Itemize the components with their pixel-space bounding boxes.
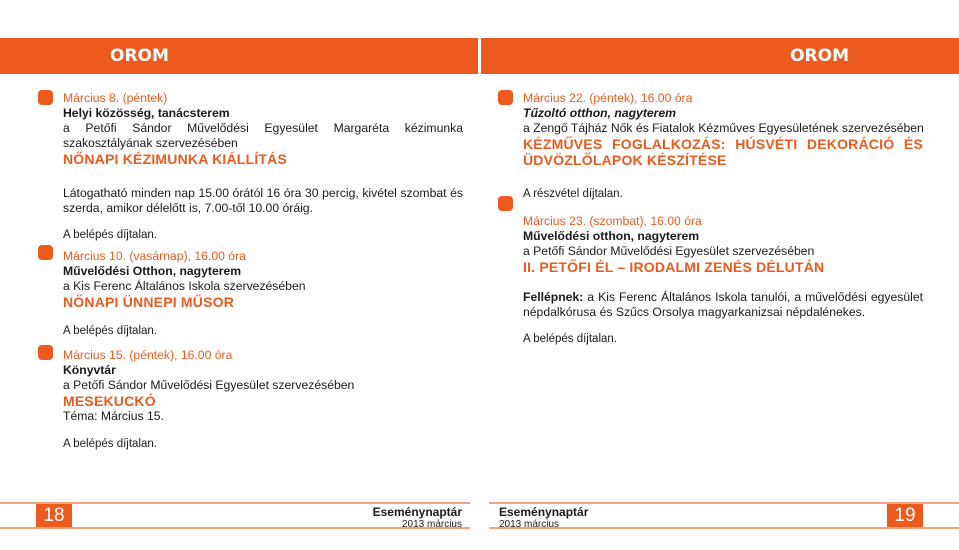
event-admission: A belépés díjtalan. [63, 438, 157, 450]
performers-label: Fellépnek: [523, 290, 584, 304]
event-admission: A belépés díjtalan. [523, 333, 617, 345]
event-date: Március 23. (szombat), 16.00 óra [523, 214, 702, 228]
event-venue: Tűzoltó otthon, nagyterem [523, 106, 677, 120]
event-admission: A belépés díjtalan. [63, 229, 157, 241]
event-marker-icon [498, 196, 513, 211]
event-date: Március 10. (vasárnap), 16.00 óra [63, 249, 246, 263]
event-organizer: a Kis Ferenc Általános Iskola szervezésében [63, 279, 306, 293]
footer-issue: 2013 március [401, 519, 462, 530]
header-bar-right [481, 38, 959, 74]
page-number-left: 18 [36, 504, 72, 527]
event-block-march-15 [63, 348, 463, 452]
performers-text: a Kis Ferenc Általános Iskola tanulói, a művelődési egyesület [583, 290, 923, 304]
event-venue: Könyvtár [63, 363, 116, 377]
event-info: Látogatható minden nap 15.00 órától 16 óra 30 percig, kivétel szombat és [63, 186, 463, 200]
event-marker-icon [38, 345, 53, 360]
footer-info-left [373, 506, 462, 530]
event-date: Március 22. (péntek), 16.00 óra [523, 91, 693, 105]
event-block-march-10 [63, 249, 463, 339]
footer-info-right [499, 506, 588, 530]
event-performers-cont: népdalkórusa és Szűcs Orsolya magyarkanizsai népdalénekes. [523, 305, 866, 319]
event-marker-icon [498, 90, 513, 105]
event-marker-icon [38, 245, 53, 260]
event-organizer: a Petőfi Sándor Művelődési Egyesület szervezésében [63, 378, 355, 392]
event-date: Március 15. (péntek), 16.00 óra [63, 348, 233, 362]
event-admission: A belépés díjtalan. [63, 325, 157, 337]
event-organizer: a Zengő Tájház Nők és Fiatalok Kézműves Egyesületének szervezésében [523, 121, 924, 135]
page-number-right: 19 [887, 504, 923, 527]
footer-issue: 2013 március [499, 519, 560, 530]
header-bar-left [0, 38, 478, 74]
event-title: KÉZMŰVES FOGLALKOZÁS: HÚSVÉTI DEKORÁCIÓ ÉS [523, 136, 923, 152]
header-label-left: OROM [110, 46, 169, 66]
event-title: NŐNAPI ÜNNEPI MŰSOR [63, 294, 235, 310]
event-venue: Művelődési Otthon, nagyterem [63, 264, 242, 278]
event-venue: Helyi közösség, tanácsterem [63, 106, 230, 120]
event-organizer-cont: szakosztályának szervezésében [63, 136, 238, 150]
footer-bar-right [489, 502, 959, 529]
event-info-cont: szerda, amikor délelőtt is, 7.00-től 10.00 óráig. [63, 201, 313, 215]
event-title: MESEKUCKÓ [63, 393, 156, 409]
event-performers [523, 290, 923, 305]
footer-bar-left [0, 502, 470, 529]
event-title: NŐNAPI KÉZIMUNKA KIÁLLÍTÁS [63, 151, 288, 167]
event-block-march-8 [63, 91, 463, 243]
event-organizer: a Petőfi Sándor Művelődési Egyesület szervezésében [523, 244, 815, 258]
event-block-march-22 [523, 91, 923, 202]
event-theme: Téma: Március 15. [63, 409, 164, 423]
event-title: II. PETŐFI ÉL – IRODALMI ZENÉS DÉLUTÁN [523, 259, 825, 275]
event-admission: A részvétel díjtalan. [523, 188, 623, 200]
header-label-right: OROM [790, 46, 849, 66]
event-title-cont: ÜDVÖZLŐLAPOK KÉSZÍTÉSE [523, 152, 727, 168]
footer-publication-title: Eseménynaptár [499, 505, 589, 519]
event-date: Március 8. (péntek) [63, 91, 168, 105]
event-block-march-23 [523, 214, 923, 347]
event-marker-icon [38, 90, 53, 105]
footer-publication-title: Eseménynaptár [372, 505, 462, 519]
event-venue: Művelődési otthon, nagyterem [523, 229, 700, 243]
event-organizer: a Petőfi Sándor Művelődési Egyesület Margaréta kézimunka [63, 121, 463, 135]
